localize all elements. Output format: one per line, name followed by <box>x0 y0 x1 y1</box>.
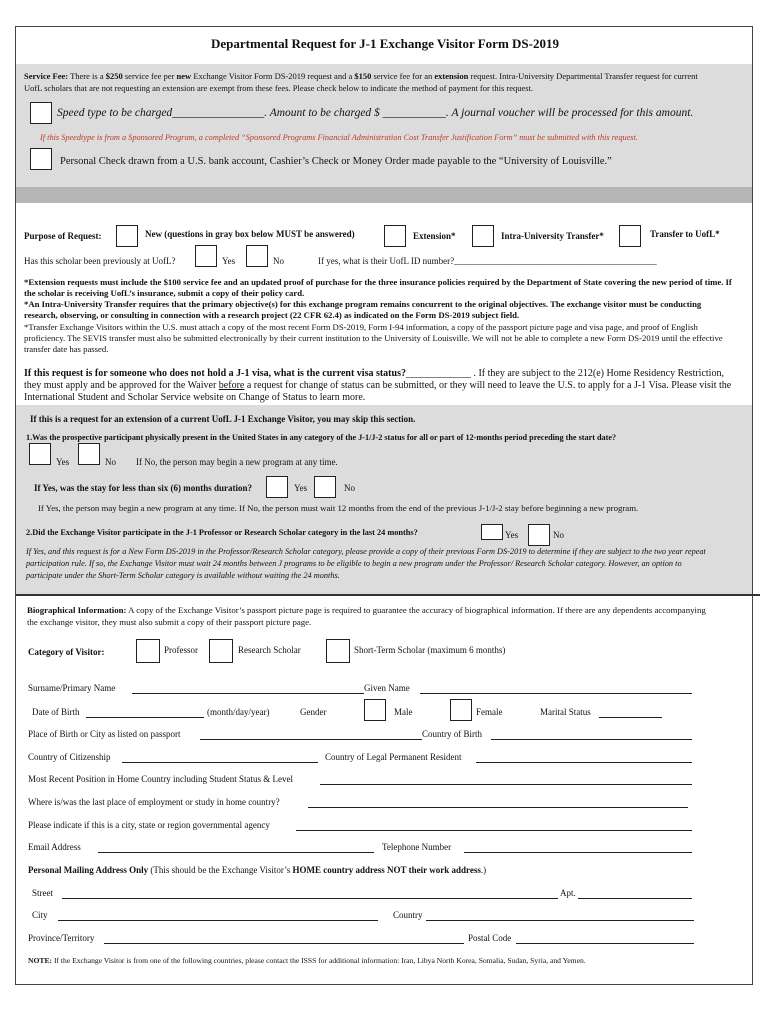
biographical-intro: Biographical Information: A copy of the Exchange Visitor’s passport picture page is required to guarantee the accuracy of biographical information. If there are any dependents accompanying the exchange visitor, they must also submit a copy of their passport picture page. <box>27 605 706 627</box>
q2-yes-checkbox[interactable] <box>481 524 503 540</box>
personal-check-checkbox[interactable] <box>30 148 52 170</box>
telephone-label: Telephone Number <box>382 842 452 852</box>
telephone-input[interactable] <box>464 852 692 853</box>
given-name-label: Given Name <box>364 683 410 693</box>
new-checkbox[interactable] <box>116 225 138 247</box>
research-scholar-label: Research Scholar <box>238 645 301 655</box>
previously-no-checkbox[interactable] <box>246 245 268 267</box>
city-input[interactable] <box>58 920 378 921</box>
place-of-birth-input[interactable] <box>200 739 422 740</box>
q1b-yes-label: Yes <box>294 483 308 493</box>
country-label: Country <box>393 910 423 920</box>
dob-label: Date of Birth <box>32 707 80 717</box>
female-label: Female <box>476 707 503 717</box>
surname-input[interactable] <box>132 693 364 694</box>
previously-no-label: No <box>273 256 284 266</box>
purpose-label: Purpose of Request: <box>24 231 102 241</box>
q2-note: If Yes, and this request is for a New Form DS-2019 in the Professor/Research Scholar category, please provide a copy of their previous Form DS-2019 to determine if they are subject to the two year repeat participation rule. If so, the Exchange Visitor must wait 24 months between J programs to be eligible to begin a new program under the Professor/ Research Scholar category. However, an option to participate under the Short-Term Scholar category is available without waiting the 24 months. <box>26 547 706 580</box>
transfer-note: *Transfer Exchange Visitors within the U.S. must attach a copy of the most recent Form DS-2019, Form I-94 information, a copy of the passport picture page and visa page, and proof of English proficiency. The SEVIS transfer must also be submitted electronically by their current institution to the University of Louisville. We will not be able to complete a new Form DS-2019 until the effective transfer date has passed. <box>24 322 723 354</box>
citizenship-label: Country of Citizenship <box>28 752 111 762</box>
professor-checkbox[interactable] <box>136 639 160 663</box>
street-input[interactable] <box>62 898 558 899</box>
speedtype-checkbox[interactable] <box>30 102 52 124</box>
previously-yes-label: Yes <box>222 256 236 266</box>
place-of-birth-label: Place of Birth or City as listed on passport <box>28 729 181 739</box>
q1-yes-checkbox[interactable] <box>29 443 51 465</box>
postal-code-label: Postal Code <box>468 933 512 943</box>
q1-if-no-text: If No, the person may begin a new program at any time. <box>136 457 338 467</box>
new-option-label: New (questions in gray box below MUST be answered) <box>145 229 355 239</box>
transfer-checkbox[interactable] <box>619 225 641 247</box>
q1b-yes-checkbox[interactable] <box>266 476 288 498</box>
q1b-no-label: No <box>344 483 355 493</box>
country-input[interactable] <box>426 920 694 921</box>
q1-yes-label: Yes <box>56 457 70 467</box>
given-name-input[interactable] <box>420 693 692 694</box>
country-of-birth-input[interactable] <box>491 739 692 740</box>
marital-status-input[interactable] <box>599 717 662 718</box>
uofl-id-field[interactable]: If yes, what is their UofL ID number?_____________________________________________ <box>318 256 657 266</box>
previously-yes-checkbox[interactable] <box>195 245 217 267</box>
street-label: Street <box>32 888 53 898</box>
question-1: 1.Was the prospective participant physically present in the United States in any category of the J-1/J-2 status for all or part of 12-months period preceding the start date? <box>26 433 617 442</box>
professor-label: Professor <box>164 645 198 655</box>
employment-input[interactable] <box>308 807 688 808</box>
transfer-option-label: Transfer to UofL* <box>650 229 720 239</box>
countries-note: NOTE: If the Exchange Visitor is from one of the following countries, please contact the ISSS for additional information: Iran, Libya North Korea, Somalia, Sudan, Syria, and Yemen. <box>28 956 586 965</box>
dob-format: (month/day/year) <box>207 707 270 717</box>
speedtype-text: Speed type to be charged________________. Amount to be charged $ ___________. A journal voucher will be processed for this amount. <box>57 107 694 119</box>
intra-university-option-label: Intra-University Transfer* <box>501 231 604 241</box>
legal-resident-input[interactable] <box>476 762 692 763</box>
q2-yes-label: Yes <box>505 530 519 540</box>
short-term-scholar-checkbox[interactable] <box>326 639 350 663</box>
citizenship-input[interactable] <box>122 762 318 763</box>
dob-input[interactable] <box>86 717 204 718</box>
marital-status-label: Marital Status <box>540 707 591 717</box>
skip-note: If this is a request for an extension of a current UofL J-1 Exchange Visitor, you may skip this section. <box>30 414 416 424</box>
province-input[interactable] <box>104 943 464 944</box>
research-scholar-checkbox[interactable] <box>209 639 233 663</box>
sponsored-program-note: If this Speedtype is from a Sponsored Program, a completed “Sponsored Programs Financial Administration Cost Transfer Justification Form” must be submitted with this request. <box>40 133 638 142</box>
extension-note: *Extension requests must include the $100 service fee and an updated proof of purchase for the three insurance policies required by the Department of State covering the new period of time. If the scholar is receiving UofL’s insurance, submit a copy of their policy card. <box>24 277 732 298</box>
male-label: Male <box>394 707 413 717</box>
surname-label: Surname/Primary Name <box>28 683 116 693</box>
legal-resident-label: Country of Legal Permanent Resident <box>325 752 462 762</box>
agency-label: Please indicate if this is a city, state or region governmental agency <box>28 820 270 830</box>
q1b-no-checkbox[interactable] <box>314 476 336 498</box>
city-label: City <box>32 910 48 920</box>
extension-option-label: Extension* <box>413 231 456 241</box>
q1-no-checkbox[interactable] <box>78 443 100 465</box>
short-term-scholar-label: Short-Term Scholar (maximum 6 months) <box>354 645 506 655</box>
female-checkbox[interactable] <box>450 699 472 721</box>
province-label: Province/Territory <box>28 933 95 943</box>
email-label: Email Address <box>28 842 81 852</box>
country-of-birth-label: Country of Birth <box>422 729 482 739</box>
male-checkbox[interactable] <box>364 699 386 721</box>
visa-status-paragraph: If this request is for someone who does not hold a J-1 visa, what is the current visa status?_____________ . If they are subject to the 212(e) Home Residency Restriction, they must apply and be approved for the Waiver before a request for change of status can be submitted, or they will need to leave the U.S. to apply for a J-1 Visa. Please visit the International Student and Scholar Service website on Change of Status to learn more. <box>24 368 732 403</box>
recent-position-input[interactable] <box>320 784 692 785</box>
service-fee-text: Service Fee: There is a $250 service fee per new Exchange Visitor Form DS-2019 request and a $150 service fee for an extension request. Intra-University Departmental Transfer request for current UofL scholars that are not requesting an extension are exempt from these fees. Please check below to indicate the method of payment for this request. <box>24 71 698 93</box>
recent-position-label: Most Recent Position in Home Country including Student Status & Level <box>28 774 293 784</box>
category-label: Category of Visitor: <box>28 647 105 657</box>
intra-transfer-note: *An Intra-University Transfer requires that the primary objective(s) for this exchange program remains concurrent to the original objectives. The exchange visitor must be conducting research, observing, or consulting in connection with a research project (22 CFR 62.4) as indicated on the Form DS-2019 subject field. <box>24 299 702 320</box>
agency-input[interactable] <box>296 830 692 831</box>
intra-university-checkbox[interactable] <box>472 225 494 247</box>
mailing-address-heading: Personal Mailing Address Only (This should be the Exchange Visitor’s HOME country address NOT their work address.) <box>28 865 487 875</box>
section-divider-bar <box>16 187 752 203</box>
q1b-if-yes-text: If Yes, the person may begin a new program at any time. If No, the person must wait 12 months from the end of the previous J-1/J-2 stay before beginning a new program. <box>38 503 639 513</box>
q1-no-label: No <box>105 457 116 467</box>
question-2: 2.Did the Exchange Visitor participate in the J-1 Professor or Research Scholar category in the last 24 months? <box>26 528 418 537</box>
apt-input[interactable] <box>578 898 692 899</box>
apt-label: Apt. <box>560 888 576 898</box>
employment-label: Where is/was the last place of employment or study in home country? <box>28 797 280 807</box>
previously-question: Has this scholar been previously at UofL? <box>24 256 176 266</box>
postal-code-input[interactable] <box>516 943 694 944</box>
question-1b: If Yes, was the stay for less than six (6) months duration? <box>34 483 253 493</box>
extension-checkbox[interactable] <box>384 225 406 247</box>
q2-no-label: No <box>553 530 564 540</box>
page-title: Departmental Request for J-1 Exchange Visitor Form DS-2019 <box>211 36 559 51</box>
email-input[interactable] <box>98 852 374 853</box>
gender-label: Gender <box>300 707 327 717</box>
q2-no-checkbox[interactable] <box>528 524 550 546</box>
section-divider-line <box>16 594 760 596</box>
personal-check-text: Personal Check drawn from a U.S. bank account, Cashier’s Check or Money Order made payable to the “University of Louisville.” <box>60 156 612 167</box>
